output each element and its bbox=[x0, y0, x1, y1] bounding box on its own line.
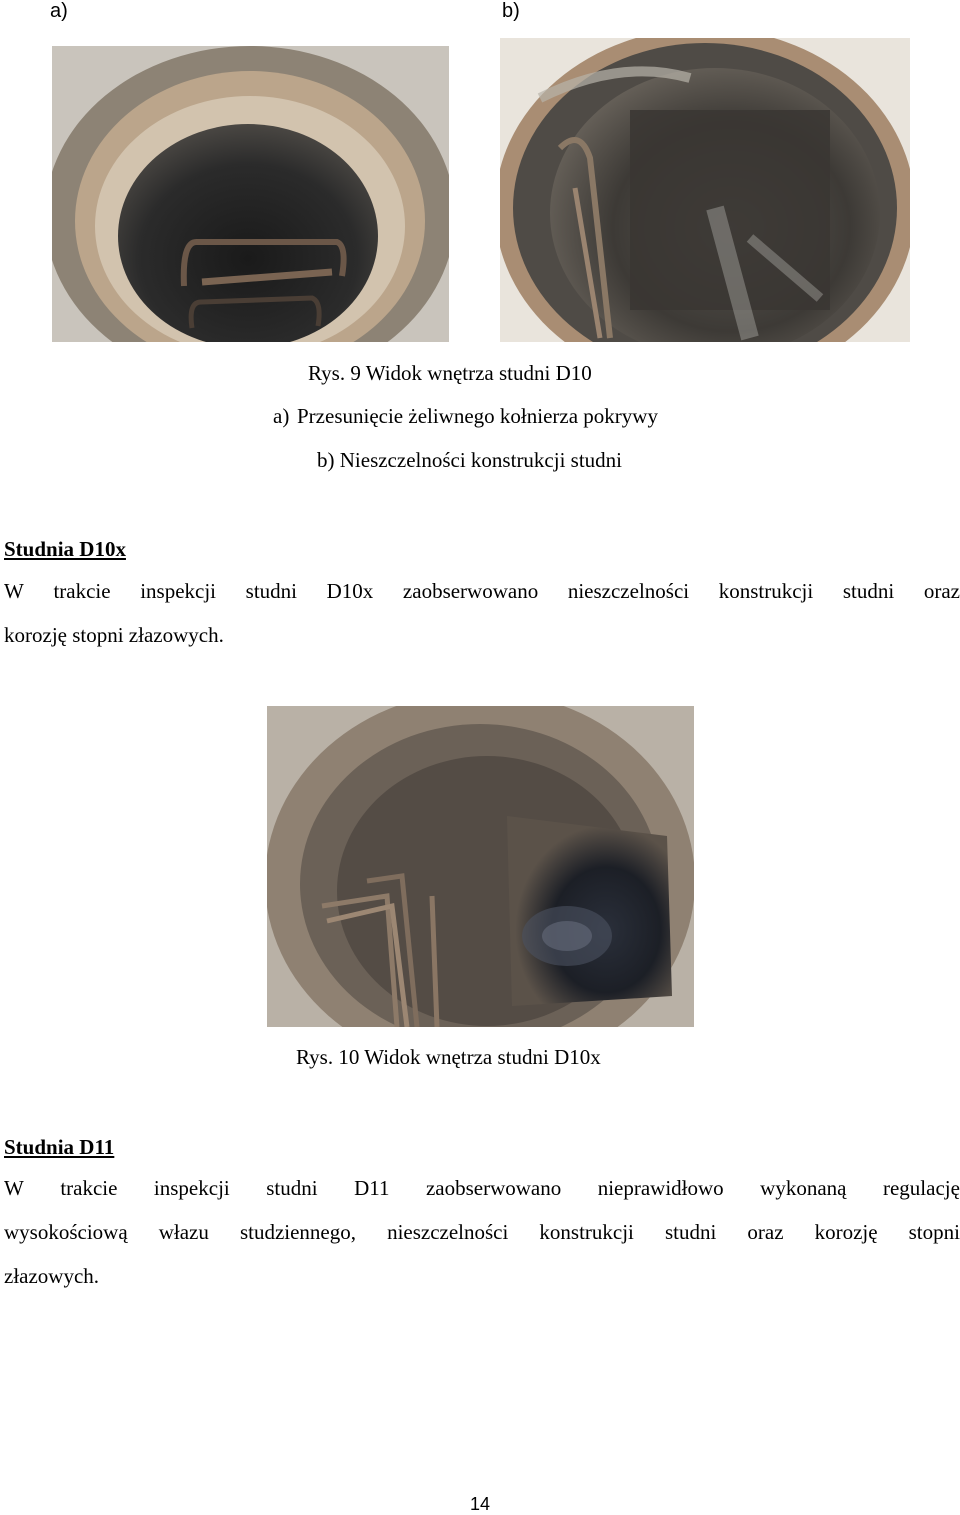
section-heading-d10x: Studnia D10x bbox=[4, 537, 126, 561]
word: zaobserwowano bbox=[425, 1176, 562, 1200]
word: stopni bbox=[908, 1220, 960, 1244]
d11-paragraph-line2 bbox=[4, 1222, 960, 1243]
figure10-caption: Rys. 10 Widok wnętrza studni D10x bbox=[296, 1045, 601, 1069]
word: konstrukcji bbox=[539, 1220, 634, 1244]
word: regulację bbox=[882, 1176, 960, 1200]
figure-label-b: b) bbox=[502, 0, 520, 22]
word: D11 bbox=[354, 1176, 390, 1200]
figure9-caption-a-marker: a) bbox=[273, 404, 290, 428]
word: inspekcji bbox=[153, 1176, 230, 1200]
d11-paragraph-line3: złazowych. bbox=[4, 1264, 100, 1288]
word: W bbox=[4, 579, 24, 603]
d10x-paragraph-line2: korozję stopni złazowych. bbox=[4, 623, 224, 647]
word: inspekcji bbox=[140, 579, 217, 603]
word: studni bbox=[664, 1220, 717, 1244]
word: D10x bbox=[326, 579, 374, 603]
figure-label-a: a) bbox=[50, 0, 68, 22]
word: studni bbox=[266, 1176, 318, 1200]
word: trakcie bbox=[60, 1176, 118, 1200]
manhole-photo-d10x bbox=[267, 706, 694, 1027]
word: włazu bbox=[158, 1220, 209, 1244]
manhole-photo-b bbox=[500, 38, 910, 342]
section-heading-d11: Studnia D11 bbox=[4, 1135, 115, 1159]
word: oraz bbox=[923, 579, 960, 603]
word: W bbox=[4, 1176, 24, 1200]
word: nieprawidłowo bbox=[597, 1176, 724, 1200]
word: korozję bbox=[814, 1220, 878, 1244]
word: wysokościową bbox=[4, 1220, 128, 1244]
page-number: 14 bbox=[470, 1494, 491, 1514]
word: nieszczelności bbox=[387, 1220, 509, 1244]
figure9-caption-a: Przesunięcie żeliwnego kołnierza pokrywy bbox=[297, 404, 658, 428]
figure9-caption-title: Rys. 9 Widok wnętrza studni D10 bbox=[308, 361, 592, 385]
word: nieszczelności bbox=[567, 579, 690, 603]
word: zaobserwowano bbox=[402, 579, 539, 603]
figure9-caption-b: b) Nieszczelności konstrukcji studni bbox=[317, 448, 623, 472]
d11-paragraph-line1 bbox=[4, 1178, 960, 1199]
word: studni bbox=[245, 579, 297, 603]
word: wykonaną bbox=[760, 1176, 847, 1200]
word: oraz bbox=[747, 1220, 784, 1244]
d10x-paragraph-line1 bbox=[4, 581, 960, 602]
manhole-photo-a bbox=[52, 46, 449, 342]
word: studni bbox=[842, 579, 895, 603]
word: konstrukcji bbox=[718, 579, 814, 603]
word: studziennego, bbox=[239, 1220, 356, 1244]
word: trakcie bbox=[53, 579, 111, 603]
